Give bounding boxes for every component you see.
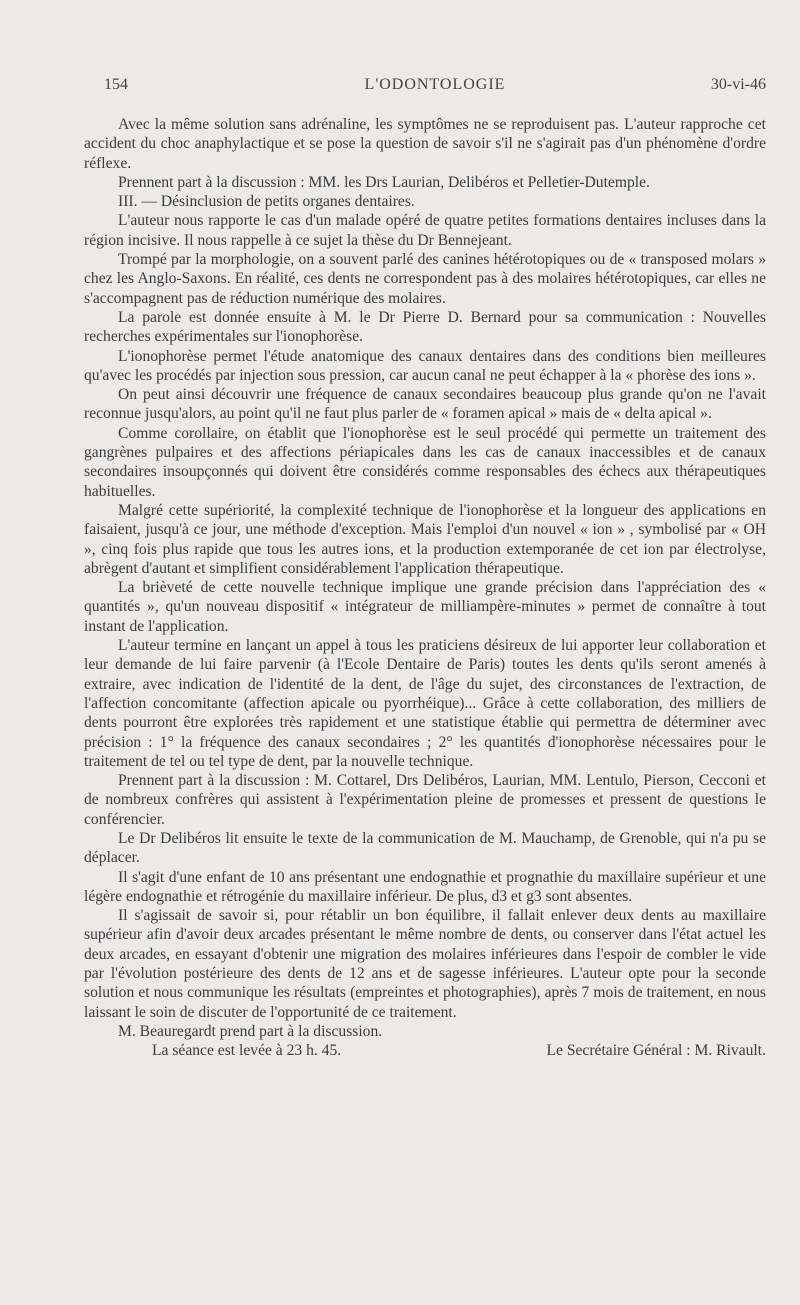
paragraph: Comme corollaire, on établit que l'ionophorèse est le seul procédé qui permette un traitement des gangrènes pulpaires et des affections périapicales dans les cas de canaux inaccessibles et de canaux secondaires insoupçonnés qui doivent être considérés comme responsables des échecs aux thérapeutiques habituelles. xyxy=(84,424,766,500)
secretary-signature: Le Secrétaire Général : M. Rivault. xyxy=(546,1042,766,1060)
paragraph: Prennent part à la discussion : MM. les Drs Laurian, Delibéros et Pelletier-Dutemple. xyxy=(118,173,650,191)
section-heading: III. — Désinclusion de petits organes dentaires. xyxy=(118,193,415,211)
paragraph: L'ionophorèse permet l'étude anatomique des canaux dentaires dans des conditions bien meilleures qu'avec les procédés par injection sous pression, car aucun canal ne peut échapper à la « phorèse des ions ». xyxy=(84,347,766,384)
paragraph: La parole est donnée ensuite à M. le Dr Pierre D. Bernard pour sa communication : Nouvelles recherches expérimentales sur l'ionophorèse. xyxy=(84,308,766,346)
paragraph: La brièveté de cette nouvelle technique implique une grande précision dans l'appréciation des « quantités », qu'un nouveau dispositif « intégrateur de milliampère-minutes » permet de connaître à tout instant de l'application. xyxy=(84,579,766,635)
paragraph: Le Dr Delibéros lit ensuite le texte de la communication de M. Mauchamp, de Grenoble, qui n'a pu se déplacer. xyxy=(84,829,766,867)
paragraph: L'auteur nous rapporte le cas d'un malade opéré de quatre petites formations dentaires incluses dans la région incisive. Il nous rappelle à ce sujet la thèse du Dr Bennejeant. xyxy=(84,212,766,249)
paragraph: Prennent part à la discussion : M. Cottarel, Drs Delibéros, Laurian, MM. Lentulo, Pierson, Cecconi et de nombreux confrères qui assistent à l'expérimentation pleine de promesses et pressent de questions le conférencier. xyxy=(84,772,766,828)
closing-line xyxy=(84,1041,766,1060)
paragraph: On peut ainsi découvrir une fréquence de canaux secondaires beaucoup plus grande qu'on ne l'avait reconnue jusqu'alors, au point qu'il ne faut plus parler de « foramen apical » mais de « delta apical ». xyxy=(84,386,766,423)
paragraph: Il s'agissait de savoir si, pour rétablir un bon équilibre, il fallait enlever deux dents au maxillaire supérieur afin d'avoir deux arcades présentant le même nombre de dents, ou conserver dans l'état actuel les deux arcades, en essayant d'obtenir une migration des molaires inférieures dans l'espoir de combler le vide par l'évolution postérieure des dents de 12 ans et de sagesse inférieures. L'auteur opte pour la seconde solution et nous communique les résultats (empreintes et photographies), après 7 mois de traitement, en nous laissant le soin de discuter de l'opportunité de ce traitement. xyxy=(84,907,766,1021)
issue-date: 30-vi-46 xyxy=(710,76,766,93)
session-closed-text: La séance est levée à 23 h. 45. xyxy=(152,1042,342,1060)
paragraph: Trompé par la morphologie, on a souvent parlé des canines hétérotopiques ou de « transposed molars » chez les Anglo-Saxons. En réalité, ces dents ne correspondent pas à des molaires hétérotopiques, car elles ne s'accompagnent pas de réduction numérique des molaires. xyxy=(84,251,766,307)
paragraph: L'auteur termine en lançant un appel à tous les praticiens désireux de lui apporter leur collaboration et leur demande de lui faire parvenir (à l'Ecole Dentaire de Paris) toutes les dents qu'ils seront amenés à extraire, avec indication de l'identité de la dent, de l'âge du sujet, des circonstances de l'extraction, de l'affection concomitante (affection apicale ou pyorrhéique)... Grâce à cette collaboration, des milliers de dents pourront être explorées très rapidement et une statistique établie qui permettra de déterminer avec précision : 1° la fréquence des canaux secondaires ; 2° les quantités d'ionophorèse nécessaires pour le traitement de tel ou tel type de dent, par la nouvelle technique. xyxy=(84,637,766,770)
paragraph: Malgré cette supériorité, la complexité technique de l'ionophorèse et la longueur des applications en faisaient, jusqu'à ce jour, une méthode d'exception. Mais l'emploi d'un nouvel « ion » , symbolisé par « OH », cinq fois plus rapide que tous les autres ions, et la production extemporanée de cet ion par électrolyse, abrègent d'autant et simplifient considérablement l'application thérapeutique. xyxy=(84,501,766,577)
article-body xyxy=(84,115,766,1061)
paragraph: M. Beauregardt prend part à la discussion. xyxy=(118,1022,383,1040)
paragraph: Il s'agit d'une enfant de 10 ans présentant une endognathie et prognathie du maxillaire supérieur et une légère endognathie et rétrogénie du maxillaire inférieur. De plus, d3 et g3 sont absentes. xyxy=(84,868,766,905)
running-header xyxy=(104,76,766,100)
journal-title: L'ODONTOLOGIE xyxy=(364,76,506,93)
page-number: 154 xyxy=(104,76,128,93)
paragraph: Avec la même solution sans adrénaline, les symptômes ne se reproduisent pas. L'auteur rapproche cet accident du choc anaphylactique et se pose la question de savoir s'il ne s'agirait pas d'un phénomène d'ordre réflexe. xyxy=(84,116,766,172)
